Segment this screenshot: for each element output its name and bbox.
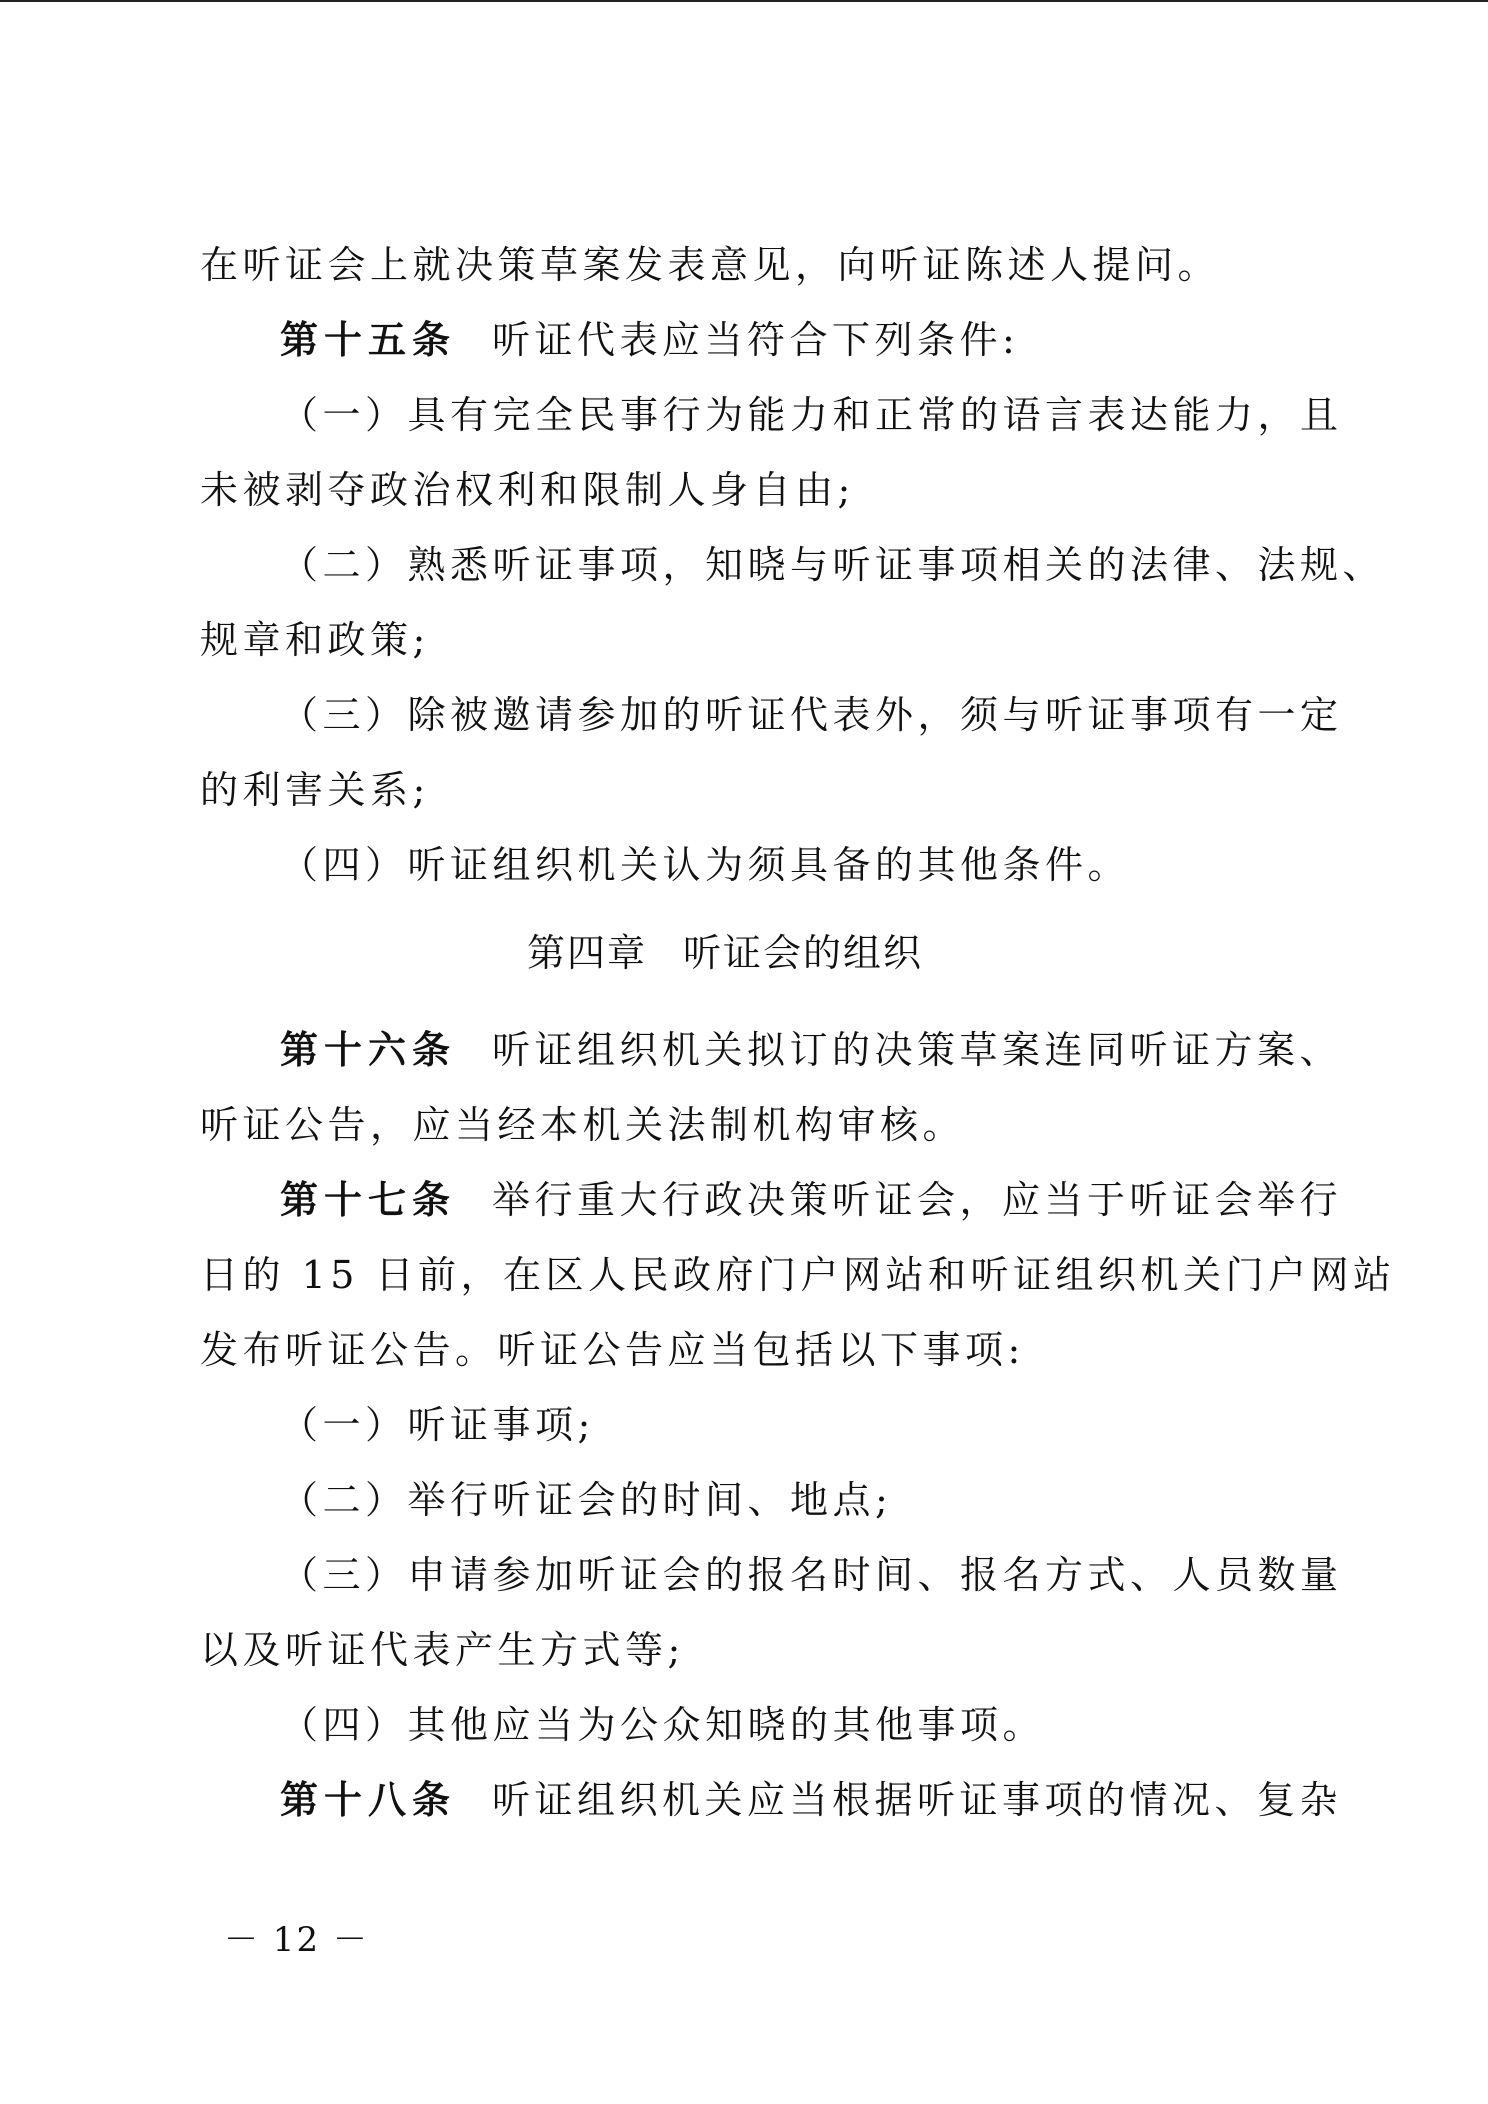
text-line	[200, 1688, 1290, 1763]
text-line	[200, 528, 1386, 603]
line-text: 日的 15 日前，在区人民政府门户网站和听证组织机关门户网站	[200, 1253, 1396, 1297]
line-text: （三）除被邀请参加的听证代表外，须与听证事项有一定	[280, 693, 1343, 737]
line-text: 听证公告，应当经本机关法制机构审核。	[200, 1103, 966, 1147]
text-line	[200, 1238, 1396, 1313]
text-line	[200, 378, 1343, 453]
page-number: － 12 －	[224, 1920, 369, 1960]
article-number: 第十五条	[280, 318, 457, 362]
line-text: 未被剥夺政治权利和限制人身自由;	[200, 468, 855, 512]
text-line	[200, 828, 1290, 903]
text-line	[200, 1088, 1290, 1163]
line-text: 规章和政策;	[200, 618, 430, 662]
line-text: 发布听证公告。听证公告应当包括以下事项:	[200, 1328, 1025, 1372]
line-text: （二）熟悉听证事项，知晓与听证事项相关的法律、法规、	[280, 543, 1386, 587]
text-line	[200, 1313, 1290, 1388]
text-line	[200, 1163, 1343, 1238]
chapter-heading	[160, 903, 1290, 1013]
line-text: （一）听证事项;	[280, 1403, 595, 1447]
article-number: 第十八条	[280, 1778, 457, 1822]
line-text: 的利害关系;	[200, 768, 430, 812]
text-line	[200, 1463, 1290, 1538]
line-text: 听证代表应当符合下列条件:	[492, 318, 1020, 362]
text-line	[200, 753, 1290, 828]
article-number: 第十七条	[280, 1178, 457, 1222]
page-top-border	[0, 0, 1488, 2]
text-line	[200, 1388, 1290, 1463]
article-number: 第十六条	[280, 1028, 457, 1072]
text-block-before-chapter	[200, 228, 1386, 903]
document-body	[200, 228, 1396, 1838]
line-text: 举行重大行政决策听证会，应当于听证会举行	[492, 1178, 1343, 1222]
text-line	[200, 453, 1290, 528]
line-text: 在听证会上就决策草案发表意见，向听证陈述人提问。	[200, 243, 1221, 287]
text-line	[200, 228, 1290, 303]
text-line	[200, 303, 1290, 378]
chapter-title: 听证会的组织	[683, 931, 924, 975]
chapter-number: 第四章	[526, 931, 647, 975]
line-text: （四）听证组织机关认为须具备的其他条件。	[280, 843, 1131, 887]
text-block-after-chapter	[200, 1013, 1396, 1838]
text-line	[200, 1013, 1343, 1088]
line-text: 听证组织机关应当根据听证事项的情况、复杂	[492, 1778, 1343, 1822]
line-text: （三）申请参加听证会的报名时间、报名方式、人员数量	[280, 1553, 1343, 1597]
line-text: （一）具有完全民事行为能力和正常的语言表达能力，且	[280, 393, 1343, 437]
line-text: （四）其他应当为公众知晓的其他事项。	[280, 1703, 1046, 1747]
line-text: 以及听证代表产生方式等;	[200, 1628, 685, 1672]
line-text: （二）举行听证会的时间、地点;	[280, 1478, 893, 1522]
text-line	[200, 1763, 1343, 1838]
text-line	[200, 1613, 1290, 1688]
text-line	[200, 1538, 1343, 1613]
text-line	[200, 603, 1290, 678]
line-text: 听证组织机关拟订的决策草案连同听证方案、	[492, 1028, 1343, 1072]
text-line	[200, 678, 1343, 753]
